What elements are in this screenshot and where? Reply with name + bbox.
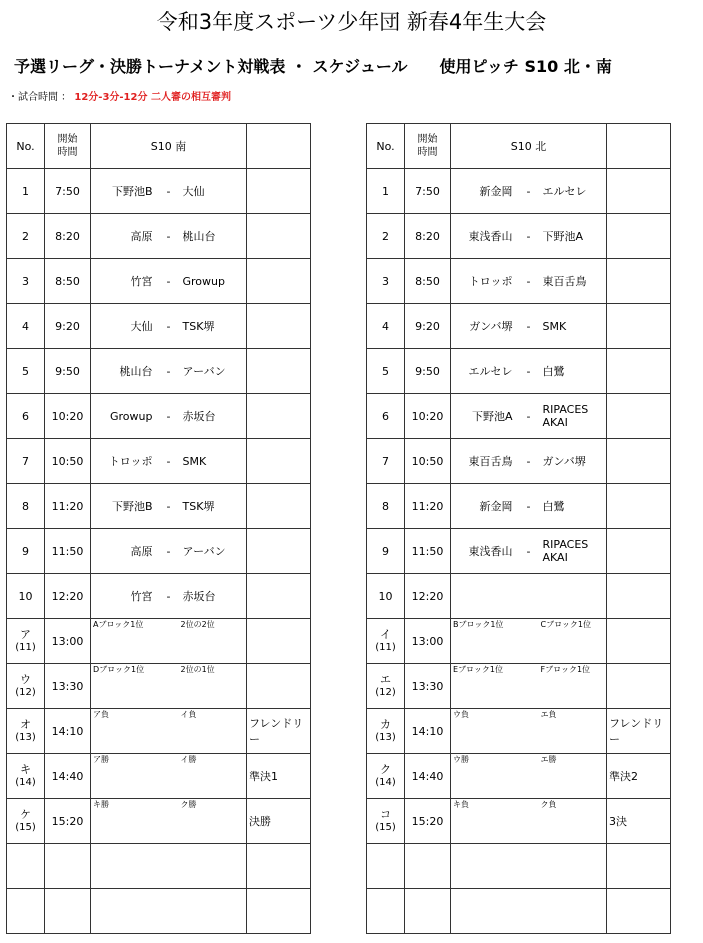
team-a: 東百舌鳥 [451, 439, 519, 484]
tournament-row [367, 619, 671, 664]
match-no: 1 [7, 169, 45, 214]
blank-cell [179, 889, 247, 934]
note-cell [247, 259, 311, 304]
vs-separator: - [159, 304, 179, 349]
vs-gap [159, 799, 179, 844]
start-time: 9:20 [405, 304, 451, 349]
tournament-row [7, 754, 311, 799]
start-time: 13:00 [45, 619, 91, 664]
vs-gap [159, 709, 179, 754]
match-no: 3 [367, 259, 405, 304]
note-prefix: ・試合時間 ： [8, 92, 72, 103]
league-row [367, 304, 671, 349]
match-no: 2 [367, 214, 405, 259]
match-no: 7 [367, 439, 405, 484]
note-cell [607, 214, 671, 259]
round-label: 決勝 [247, 799, 311, 844]
bracket-slot-b: イ勝 [179, 754, 247, 799]
match-number: (14) [375, 777, 396, 788]
league-row [7, 259, 311, 304]
note-cell [247, 169, 311, 214]
bracket-slot-b: エ負 [539, 709, 607, 754]
tournament-row [367, 709, 671, 754]
bracket-slot-b: 2位の2位 [179, 619, 247, 664]
match-letter: オ [20, 718, 31, 731]
start-time: 8:50 [405, 259, 451, 304]
team-a: ガンバ堺 [451, 304, 519, 349]
match-number: (15) [15, 822, 36, 833]
start-time: 8:50 [45, 259, 91, 304]
blank-row [367, 844, 671, 889]
league-row [7, 214, 311, 259]
team-b: SMK [179, 439, 247, 484]
team-b: ガンバ堺 [539, 439, 607, 484]
tournament-row [367, 664, 671, 709]
match-mark [7, 664, 45, 709]
vs-separator: - [159, 349, 179, 394]
vs-gap [159, 754, 179, 799]
team-b: RIPACES AKAI [539, 394, 607, 439]
match-no: 4 [7, 304, 45, 349]
match-no: 2 [7, 214, 45, 259]
team-b [539, 574, 607, 619]
bracket-slot-a: キ勝 [91, 799, 159, 844]
match-number: (11) [375, 642, 396, 653]
blank-cell [159, 889, 179, 934]
match-time-note [8, 88, 231, 103]
vs-separator: - [159, 529, 179, 574]
schedule-table-south [6, 123, 311, 934]
vs-separator: - [159, 574, 179, 619]
tournament-row [7, 799, 311, 844]
start-time: 11:50 [45, 529, 91, 574]
tournament-row [7, 664, 311, 709]
match-letter: キ [20, 763, 31, 776]
vs-separator: - [519, 439, 539, 484]
round-label: フレンドリー [607, 709, 671, 754]
note-cell [607, 349, 671, 394]
bracket-slot-b: 2位の1位 [179, 664, 247, 709]
match-no: 3 [7, 259, 45, 304]
note-cell [247, 349, 311, 394]
start-time: 11:50 [405, 529, 451, 574]
header-notes [607, 124, 671, 169]
start-time: 10:50 [405, 439, 451, 484]
vs-separator: - [519, 259, 539, 304]
team-a: 大仙 [91, 304, 159, 349]
team-a [451, 574, 519, 619]
league-row [7, 349, 311, 394]
vs-separator: - [159, 394, 179, 439]
note-cell [607, 304, 671, 349]
vs-separator: - [519, 169, 539, 214]
round-label: 3決 [607, 799, 671, 844]
start-time: 15:20 [45, 799, 91, 844]
league-row [367, 349, 671, 394]
team-b: 下野池A [539, 214, 607, 259]
start-time: 14:10 [405, 709, 451, 754]
team-a: 新金岡 [451, 169, 519, 214]
bracket-slot-a: キ負 [451, 799, 519, 844]
team-a: 竹宮 [91, 574, 159, 619]
start-time: 9:20 [45, 304, 91, 349]
note-cell [607, 169, 671, 214]
match-number: (12) [375, 687, 396, 698]
start-time: 11:20 [45, 484, 91, 529]
team-b: 桃山台 [179, 214, 247, 259]
start-time: 13:30 [45, 664, 91, 709]
match-number: (11) [15, 642, 36, 653]
league-row [367, 439, 671, 484]
vs-separator: - [519, 484, 539, 529]
vs-separator: - [159, 259, 179, 304]
start-time: 12:20 [405, 574, 451, 619]
start-time: 10:50 [45, 439, 91, 484]
team-b: 白鷺 [539, 349, 607, 394]
bracket-slot-a: Dブロック1位 [91, 664, 159, 709]
vs-gap [519, 799, 539, 844]
league-row [7, 439, 311, 484]
match-mark [7, 709, 45, 754]
start-time: 13:00 [405, 619, 451, 664]
header-no: No. [7, 124, 45, 169]
vs-separator: - [159, 439, 179, 484]
start-time: 14:40 [405, 754, 451, 799]
match-letter: カ [380, 718, 391, 731]
match-no: 8 [7, 484, 45, 529]
start-time: 14:40 [45, 754, 91, 799]
blank-cell [405, 844, 451, 889]
team-a: エルセレ [451, 349, 519, 394]
match-number: (15) [375, 822, 396, 833]
team-b: エルセレ [539, 169, 607, 214]
match-no: 9 [7, 529, 45, 574]
round-label [607, 664, 671, 709]
header-row [367, 124, 671, 169]
start-time: 10:20 [45, 394, 91, 439]
team-b: RIPACES AKAI [539, 529, 607, 574]
vs-gap [159, 619, 179, 664]
team-b: アーバン [179, 349, 247, 394]
note-cell [607, 574, 671, 619]
league-row [7, 484, 311, 529]
note-cell [247, 214, 311, 259]
schedule-table-north [366, 123, 671, 934]
vs-separator: - [519, 214, 539, 259]
league-row [7, 169, 311, 214]
match-mark [7, 754, 45, 799]
match-letter: ケ [20, 808, 31, 821]
note-cell [247, 439, 311, 484]
blank-cell [7, 844, 45, 889]
league-row [367, 394, 671, 439]
match-letter: イ [380, 628, 391, 641]
note-cell [247, 304, 311, 349]
vs-separator: - [519, 394, 539, 439]
start-time: 10:20 [405, 394, 451, 439]
team-b: TSK堺 [179, 304, 247, 349]
league-row [367, 169, 671, 214]
blank-cell [539, 844, 607, 889]
bracket-slot-b: Fブロック1位 [539, 664, 607, 709]
start-time: 13:30 [405, 664, 451, 709]
blank-cell [247, 844, 311, 889]
round-label [607, 619, 671, 664]
start-time: 8:20 [405, 214, 451, 259]
header-notes [247, 124, 311, 169]
league-row [367, 484, 671, 529]
header-start-time: 開始 時間 [45, 124, 91, 169]
match-number: (13) [15, 732, 36, 743]
start-time: 14:10 [45, 709, 91, 754]
blank-cell [91, 889, 159, 934]
match-no: 5 [367, 349, 405, 394]
league-row [367, 574, 671, 619]
team-b: 赤坂台 [179, 574, 247, 619]
round-label [247, 664, 311, 709]
team-b: 赤坂台 [179, 394, 247, 439]
round-label: フレンドリー [247, 709, 311, 754]
round-label [247, 619, 311, 664]
league-row [7, 304, 311, 349]
team-b: アーバン [179, 529, 247, 574]
vs-separator [519, 574, 539, 619]
tournament-row [7, 619, 311, 664]
bracket-slot-a: ウ負 [451, 709, 519, 754]
team-a: 高原 [91, 214, 159, 259]
blank-cell [179, 844, 247, 889]
bracket-slot-a: Bブロック1位 [451, 619, 519, 664]
blank-cell [91, 844, 159, 889]
round-label: 準決1 [247, 754, 311, 799]
blank-cell [45, 889, 91, 934]
vs-separator: - [159, 214, 179, 259]
blank-cell [45, 844, 91, 889]
vs-separator: - [159, 169, 179, 214]
note-cell [247, 529, 311, 574]
blank-cell [247, 889, 311, 934]
match-no: 1 [367, 169, 405, 214]
bracket-slot-a: Eブロック1位 [451, 664, 519, 709]
match-no: 10 [367, 574, 405, 619]
team-b: SMK [539, 304, 607, 349]
match-no: 4 [367, 304, 405, 349]
match-letter: エ [380, 673, 391, 686]
page-title: 令和3年度スポーツ少年団 新春4年生大会 [156, 10, 547, 34]
league-row [7, 529, 311, 574]
header-pitch: S10 北 [451, 124, 607, 169]
start-time: 9:50 [45, 349, 91, 394]
match-letter: ア [20, 628, 31, 641]
blank-cell [607, 889, 671, 934]
team-a: Growup [91, 394, 159, 439]
blank-row [367, 889, 671, 934]
blank-row [7, 844, 311, 889]
match-mark [367, 664, 405, 709]
header-row [7, 124, 311, 169]
note-cell [247, 394, 311, 439]
team-a: 下野池B [91, 169, 159, 214]
match-no: 7 [7, 439, 45, 484]
blank-cell [519, 889, 539, 934]
blank-cell [607, 844, 671, 889]
vs-separator: - [159, 484, 179, 529]
blank-cell [451, 889, 519, 934]
team-a: 東浅香山 [451, 214, 519, 259]
blank-cell [367, 889, 405, 934]
team-a: 下野池A [451, 394, 519, 439]
bracket-slot-b: Cブロック1位 [539, 619, 607, 664]
note-cell [247, 574, 311, 619]
start-time: 11:20 [405, 484, 451, 529]
vs-separator: - [519, 349, 539, 394]
bracket-slot-b: イ負 [179, 709, 247, 754]
team-a: 東浅香山 [451, 529, 519, 574]
vs-gap [519, 619, 539, 664]
match-number: (12) [15, 687, 36, 698]
bracket-slot-b: エ勝 [539, 754, 607, 799]
note-cell [607, 439, 671, 484]
blank-cell [539, 889, 607, 934]
header-pitch: S10 南 [91, 124, 247, 169]
vs-separator: - [519, 304, 539, 349]
note-cell [247, 484, 311, 529]
bracket-slot-a: ウ勝 [451, 754, 519, 799]
league-row [367, 214, 671, 259]
match-letter: コ [380, 808, 391, 821]
bracket-slot-b: ク勝 [179, 799, 247, 844]
match-no: 5 [7, 349, 45, 394]
team-b: TSK堺 [179, 484, 247, 529]
vs-separator: - [519, 529, 539, 574]
bracket-slot-a: Aブロック1位 [91, 619, 159, 664]
match-mark [367, 709, 405, 754]
match-number: (13) [375, 732, 396, 743]
match-no: 8 [367, 484, 405, 529]
round-label: 準決2 [607, 754, 671, 799]
bracket-slot-a: ア負 [91, 709, 159, 754]
blank-cell [451, 844, 519, 889]
tournament-row [7, 709, 311, 754]
note-rule: 12分-3分-12分 二人審の相互審判 [74, 92, 231, 103]
league-row [367, 529, 671, 574]
header-no: No. [367, 124, 405, 169]
blank-cell [519, 844, 539, 889]
team-a: 高原 [91, 529, 159, 574]
match-no: 9 [367, 529, 405, 574]
note-cell [607, 394, 671, 439]
vs-gap [519, 754, 539, 799]
league-row [7, 394, 311, 439]
note-cell [607, 529, 671, 574]
team-a: 下野池B [91, 484, 159, 529]
team-a: 竹宮 [91, 259, 159, 304]
tournament-row [367, 754, 671, 799]
start-time: 7:50 [405, 169, 451, 214]
vs-gap [159, 664, 179, 709]
team-b: 大仙 [179, 169, 247, 214]
blank-cell [367, 844, 405, 889]
match-no: 6 [367, 394, 405, 439]
start-time: 12:20 [45, 574, 91, 619]
match-letter: ウ [20, 673, 31, 686]
start-time: 15:20 [405, 799, 451, 844]
match-mark [367, 799, 405, 844]
vs-gap [519, 664, 539, 709]
team-b: 白鷺 [539, 484, 607, 529]
note-cell [607, 259, 671, 304]
start-time: 7:50 [45, 169, 91, 214]
league-row [7, 574, 311, 619]
match-no: 6 [7, 394, 45, 439]
match-letter: ク [380, 763, 391, 776]
league-row [367, 259, 671, 304]
page-subtitle: 予選リーグ・決勝トーナメント対戦表 ・ スケジュール 使用ピッチ S10 北・南 [14, 57, 612, 76]
bracket-slot-b: ク負 [539, 799, 607, 844]
match-mark [367, 754, 405, 799]
team-b: 東百舌鳥 [539, 259, 607, 304]
team-a: トロッポ [451, 259, 519, 304]
match-mark [7, 799, 45, 844]
note-cell [607, 484, 671, 529]
start-time: 8:20 [45, 214, 91, 259]
match-number: (14) [15, 777, 36, 788]
team-b: Growup [179, 259, 247, 304]
blank-cell [405, 889, 451, 934]
blank-cell [159, 844, 179, 889]
match-no: 10 [7, 574, 45, 619]
team-a: トロッポ [91, 439, 159, 484]
blank-cell [7, 889, 45, 934]
vs-gap [519, 709, 539, 754]
tournament-row [367, 799, 671, 844]
match-mark [367, 619, 405, 664]
match-mark [7, 619, 45, 664]
bracket-slot-a: ア勝 [91, 754, 159, 799]
start-time: 9:50 [405, 349, 451, 394]
header-start-time: 開始 時間 [405, 124, 451, 169]
team-a: 新金岡 [451, 484, 519, 529]
blank-row [7, 889, 311, 934]
team-a: 桃山台 [91, 349, 159, 394]
